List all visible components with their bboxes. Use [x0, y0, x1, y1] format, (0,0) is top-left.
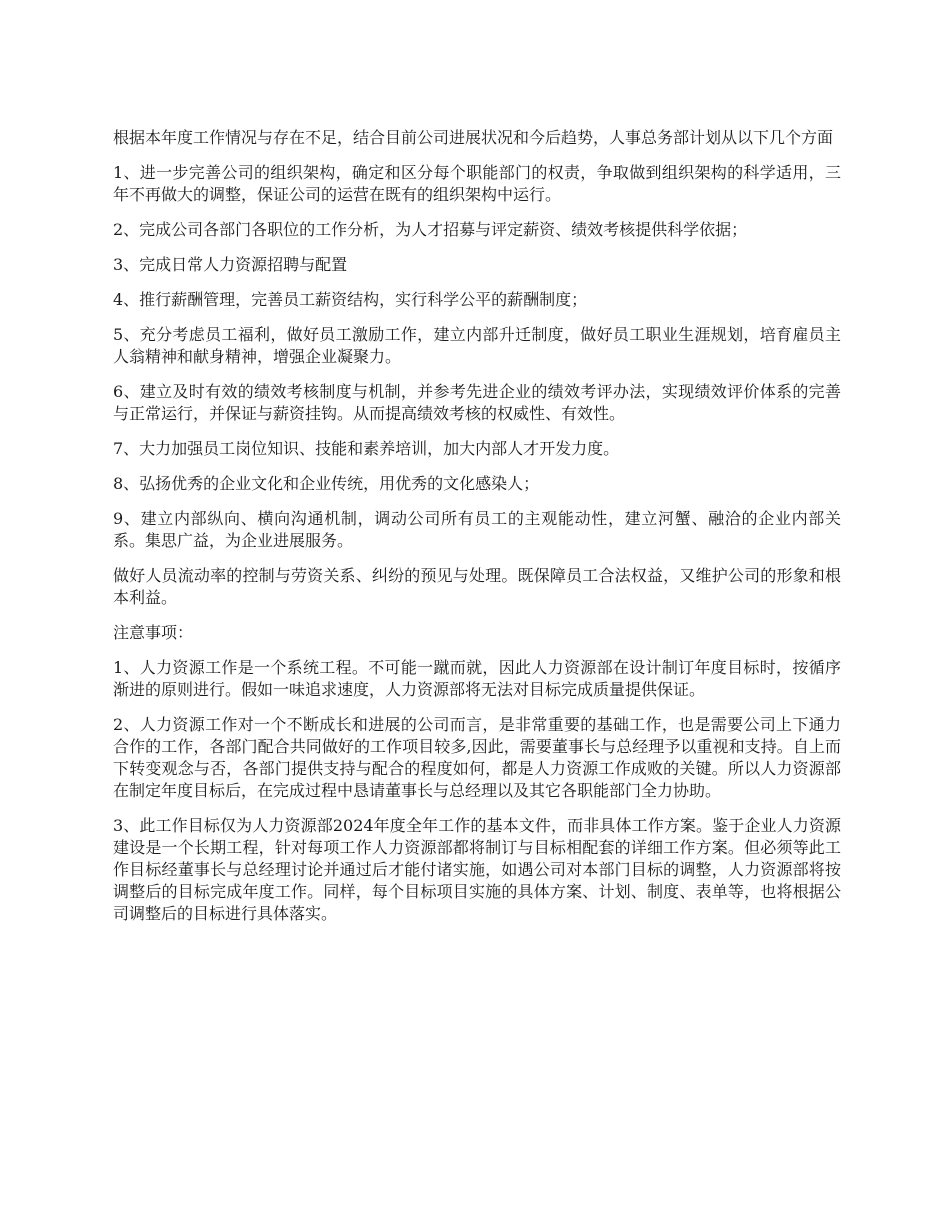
plan-item-8: 8、弘扬优秀的企业文化和企业传统，用优秀的文化感染人；: [113, 474, 540, 493]
plan-item-5: 5、充分考虑员工福利，做好员工激励工作，建立内部升迁制度，做好员工职业生涯规划，培育雇员主人翁精神和献身精神，增强企业凝聚力。: [113, 325, 841, 366]
document-body: [113, 127, 841, 938]
note-item-2: 2、人力资源工作对一个不断成长和进展的公司而言，是非常重要的基础工作，也是需要公司上下通力合作的工作，各部门配合共同做好的工作项目较多,因此，需要董事长与总经理予以重视和支持。自上而下转变观念与否，各部门提供支持与配合的程度如何，都是人力资源工作成败的关键。所以人力资源部在制定年度目标后，在完成过程中恳请董事长与总经理以及其它各职能部门全力协助。: [113, 715, 841, 800]
plan-item-9: 9、建立内部纵向、横向沟通机制，调动公司所有员工的主观能动性，建立河蟹、融洽的企业内部关系。集思广益，为企业进展服务。: [113, 509, 841, 550]
note-item-3: 3、此工作目标仅为人力资源部2024年度全年工作的基本文件，而非具体工作方案。鉴于企业人力资源建设是一个长期工程，针对每项工作人力资源部都将制订与目标相配套的详细工作方案。但必须等此工作目标经董事长与总经理讨论并通过后才能付诸实施，如遇公司对本部门目标的调整，人力资源部将按调整后的目标完成年度工作。同样，每个目标项目实施的具体方案、计划、制度、表单等，也将根据公司调整后的目标进行具体落实。: [113, 816, 841, 923]
plan-item-6: 6、建立及时有效的绩效考核制度与机制，并参考先进企业的绩效考评办法，实现绩效评价体系的完善与正常运行，并保证与薪资挂钩。从而提高绩效考核的权威性、有效性。: [113, 382, 841, 423]
intro-paragraph: 根据本年度工作情况与存在不足，结合目前公司进展状况和今后趋势，人事总务部计划从以下几个方面: [113, 128, 834, 147]
plan-item-3: 3、完成日常人力资源招聘与配置: [113, 255, 348, 274]
plan-item-1: 1、进一步完善公司的组织架构，确定和区分每个职能部门的权责，争取做到组织架构的科学适用，三年不再做大的调整，保证公司的运营在既有的组织架构中运行。: [113, 163, 841, 204]
plan-item-4: 4、推行薪酬管理，完善员工薪资结构，实行科学公平的薪酬制度；: [113, 290, 588, 309]
plan-item-7: 7、大力加强员工岗位知识、技能和素养培训，加大内部人才开发力度。: [113, 439, 620, 458]
plan-item-2: 2、完成公司各部门各职位的工作分析，为人才招募与评定薪资、绩效考核提供科学依据；: [113, 220, 748, 239]
notes-heading: 注意事项：: [113, 623, 194, 642]
turnover-paragraph: 做好人员流动率的控制与劳资关系、纠纷的预见与处理。既保障员工合法权益，又维护公司的形象和根本利益。: [113, 566, 841, 607]
note-item-1: 1、人力资源工作是一个系统工程。不可能一蹴而就，因此人力资源部在设计制订年度目标时，按循序渐进的原则进行。假如一味追求速度，人力资源部将无法对目标完成质量提供保证。: [113, 658, 841, 699]
